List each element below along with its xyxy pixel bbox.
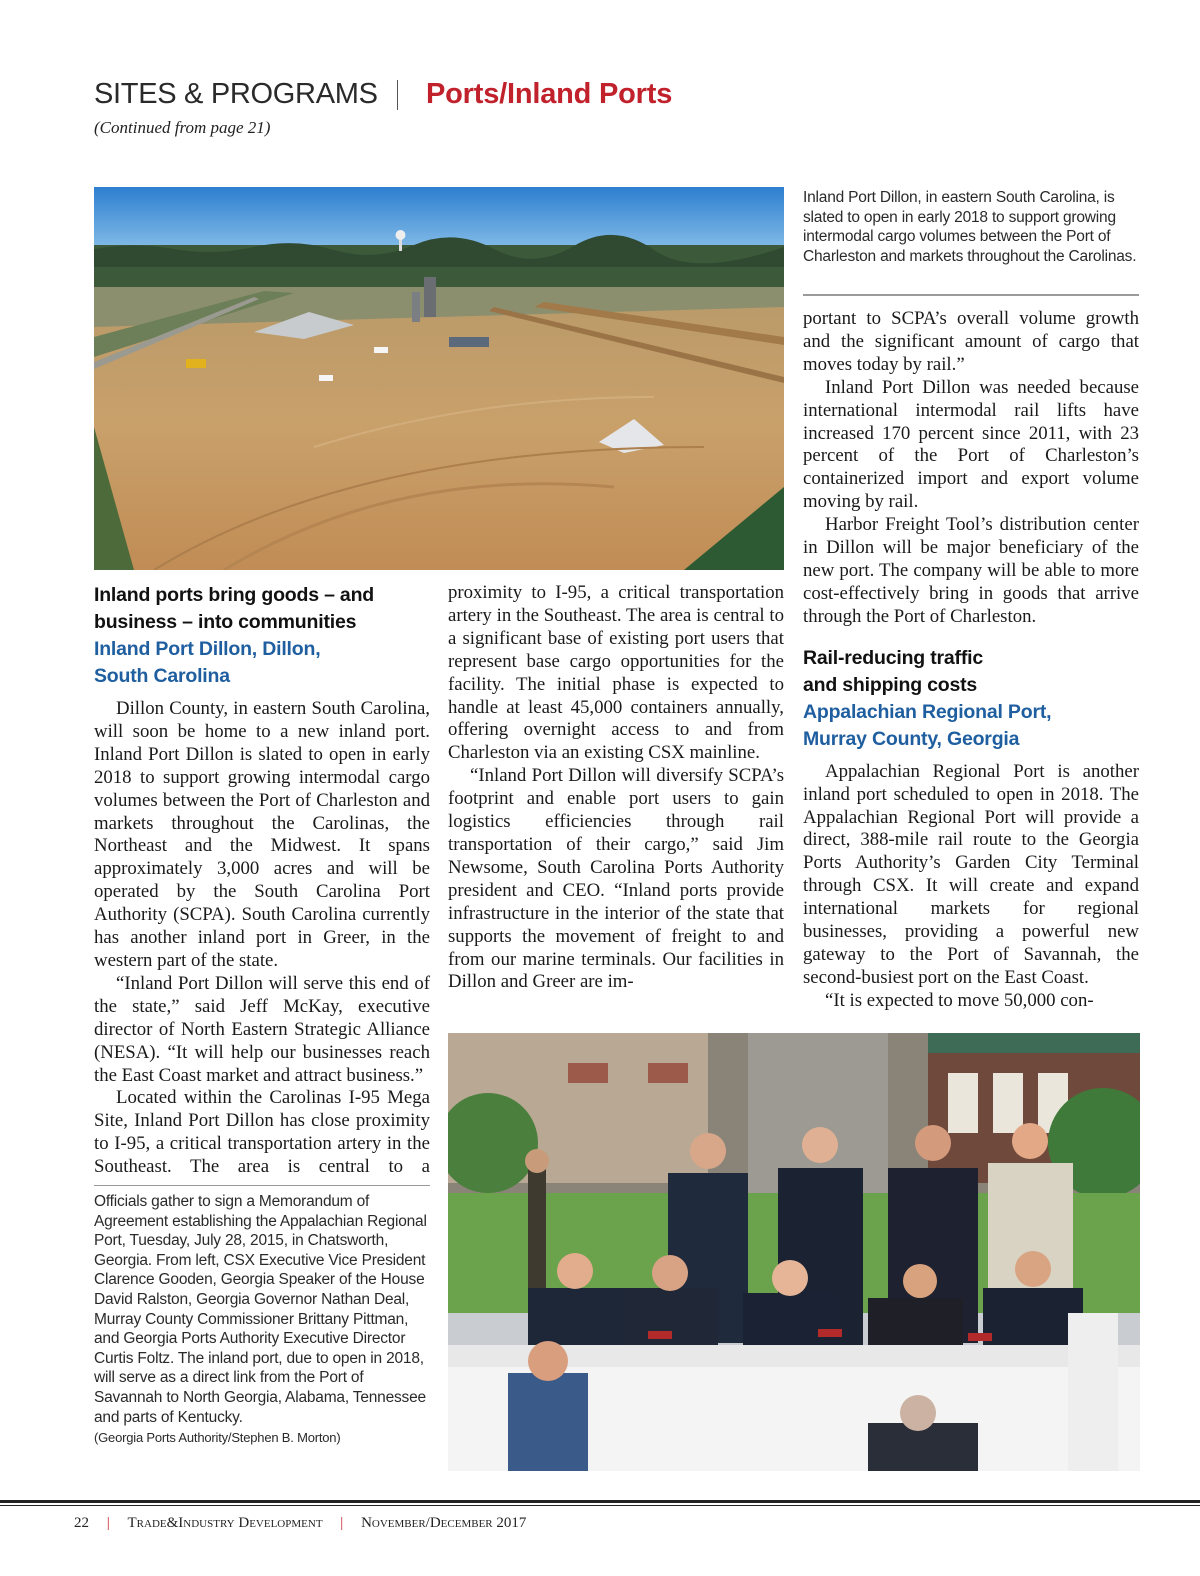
headline-line: Inland ports bring goods – and: [94, 584, 374, 606]
section-label: SITES & PROGRAMS: [94, 78, 378, 110]
article-paragraph: “Inland Port Dillon will serve this end of the state,” said Jeff McKay, executive director of North Eastern Strategic Alliance (NESA). “It will help our businesses reach the East Coast market and attract business.”: [94, 972, 430, 1086]
article-column-3: [803, 308, 1139, 1013]
footer-rule: [0, 1500, 1200, 1503]
page-number: 22: [74, 1515, 89, 1531]
subhead-line: Inland Port Dillon, Dillon,: [94, 638, 321, 660]
article-column-1: [94, 582, 430, 1179]
section-topic: Ports/Inland Ports: [426, 78, 673, 110]
headline-line: business – into communities: [94, 611, 357, 633]
article-paragraph: “It is expected to move 50,000 con-: [825, 989, 1094, 1011]
continued-note: (Continued from page 21): [94, 118, 271, 137]
photo-caption-dillon: Inland Port Dillon, in eastern South Carolina, is slated to open in early 2018 to support growing intermodal cargo volumes between the Port of Charleston and markets throughout the Carolinas.: [803, 189, 1137, 265]
article-subhead: [94, 636, 430, 690]
article-paragraph-continued: proximity to I-95, a critical transportation artery in the Southeast. The area is central to a significant base of existing port users that represent base cargo opportunities for the facility. The initial phase is expected to handle at least 45,000 containers annually, offering overnight access to and from Charleston via an existing CSX mainline.: [448, 582, 784, 764]
issue-date: November/December 2017: [361, 1515, 527, 1531]
article-headline: [94, 582, 430, 636]
subhead-line: Murray County, Georgia: [803, 727, 1020, 750]
caption-rule: [803, 294, 1139, 296]
footer-rule-thin: [0, 1505, 1200, 1506]
subhead-line: South Carolina: [94, 665, 230, 687]
footer-separator: |: [340, 1515, 344, 1531]
photo-caption-appalachian: [94, 1192, 430, 1448]
subhead-line: Appalachian Regional Port,: [803, 700, 1052, 723]
publication-name: Trade&Industry Development: [127, 1515, 323, 1531]
article-headline: [803, 645, 1139, 699]
article-paragraph: Dillon County, in eastern South Carolina, will soon be home to a new inland port. Inland Port Dillon is slated to open in early 2018 to support growing intermodal cargo volumes between the Port of Charleston and markets throughout the Carolinas, the Northeast and the Midwest. It spans approximately 3,000 acres and will be operated by the South Carolina Port Authority (SCPA). South Carolina currently has another inland port in Greer, in the western part of the state.: [94, 698, 430, 971]
article-paragraph: Inland Port Dillon was needed because international intermodal rail lifts have increased 170 percent since 2011, with 23 percent of the Port of Charleston’s containerized import and export volume moving by rail.: [803, 376, 1139, 513]
article-paragraph: Located within the Carolinas I-95 Mega Site, Inland Port Dillon has close proximity to I-95, a critical transportation artery in the Southeast. The area is central to a: [94, 1087, 430, 1178]
headline-line: and shipping costs: [803, 673, 978, 696]
footer-separator: |: [106, 1515, 110, 1531]
article-column-2: [448, 582, 784, 994]
headline-line: Rail-reducing traffic: [803, 646, 983, 669]
page-footer: [74, 1515, 526, 1532]
article-paragraph: Harbor Freight Tool’s distribution center in Dillon will be major beneficiary of the new port. The company will be able to more cost-effectively bring in goods that arrive through the Port of Charleston.: [803, 514, 1139, 627]
article-paragraph: “Inland Port Dillon will diversify SCPA’s footprint and enable port users to gain logistics efficiencies through rail transportation of their cargo,” said Jim Newsome, South Carolina Ports Authority president and CEO. “Inland ports provide infrastructure in the interior of the state that supports the movement of freight to and from our marine terminals. Our facilities in Dillon and Greer are im-: [448, 765, 784, 993]
caption-text: Officials gather to sign a Memorandum of Agreement establishing the Appalachian Regional Port, Tuesday, July 28, 2015, in Chatsworth, Georgia. From left, CSX Executive Vice President Clarence Gooden, Georgia Speaker of the House David Ralston, Georgia Governor Nathan Deal, Murray County Commissioner Brittany Pittman, and Georgia Ports Authority Executive Director Curtis Foltz. The inland port, due to open in 2018, will serve as a direct link from the Port of Savannah to North Georgia, Alabama, Tennessee and parts of Kentucky.: [94, 1193, 427, 1426]
inland-port-dillon-aerial-photo: [94, 187, 784, 570]
caption-rule: [94, 1185, 430, 1186]
header-divider: [397, 80, 398, 110]
article-paragraph-continued: portant to SCPA’s overall volume growth and the significant amount of cargo that moves today by rail.”: [803, 308, 1139, 375]
article-paragraph: Appalachian Regional Port is another inland port scheduled to open in 2018. The Appalachian Regional Port will provide a direct, 388-mile rail route to the Georgia Ports Authority’s Garden City Terminal through CSX. It will create and expand international markets for regional businesses, providing a powerful new gateway to the Port of Savannah, the second-busiest port on the East Coast.: [803, 760, 1139, 988]
article-subhead: [803, 699, 1139, 753]
signing-ceremony-photo: [448, 1033, 1140, 1471]
photo-credit: (Georgia Ports Authority/Stephen B. Morton): [94, 1430, 341, 1446]
